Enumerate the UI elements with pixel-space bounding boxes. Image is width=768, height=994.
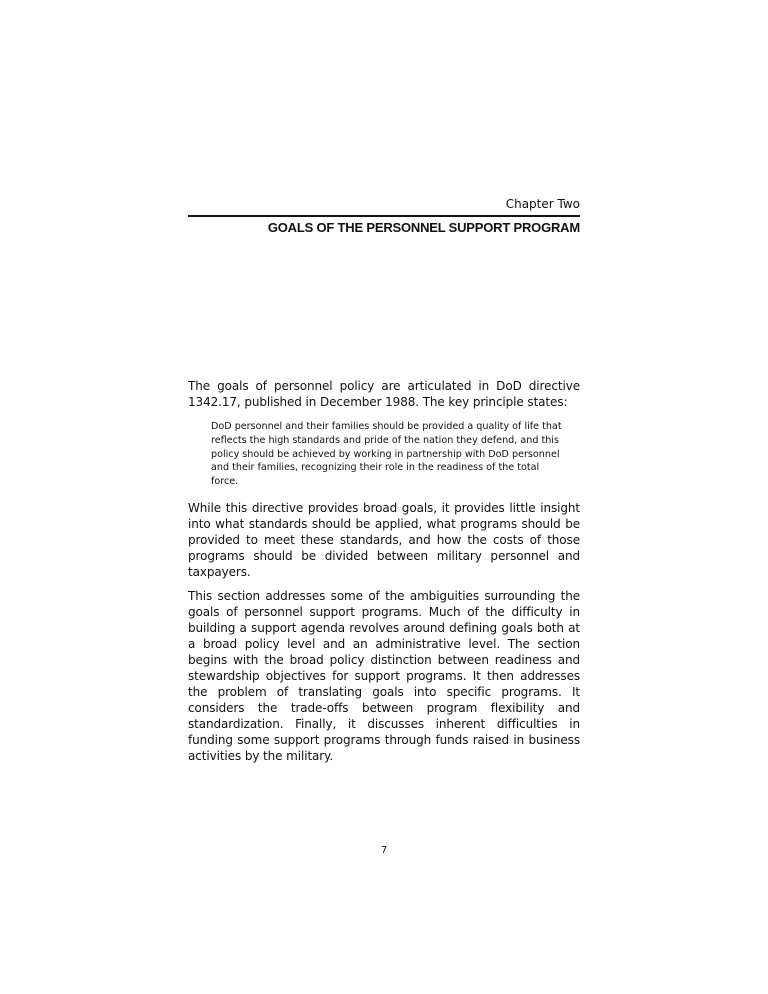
body-text	[188, 378, 580, 772]
chapter-header	[188, 197, 580, 235]
paragraph-2: While this directive provides broad goals, it provides little insight into what standards should be applied, what programs should be provided to meet these standards, and how the costs of those programs should be divided between military personnel and taxpayers.	[188, 500, 580, 579]
intro-paragraph: The goals of personnel policy are articulated in DoD directive 1342.17, published in December 1988. The key principle states:	[188, 379, 580, 409]
chapter-label: Chapter Two	[505, 197, 580, 211]
header-rule	[188, 215, 580, 217]
directive-quote: DoD personnel and their families should be provided a quality of life that reflects the high standards and pride of the nation they defend, and this policy should be achieved by working in partnership with DoD personnel and their families, recognizing their role in the readiness of the total force.	[211, 421, 562, 488]
paragraph-3: This section addresses some of the ambiguities surrounding the goals of personnel support programs. Much of the difficulty in building a support agenda revolves around defining goals both at a broad policy level and an administrative level. The section begins with the broad policy distinction between readiness and stewardship objectives for support programs. It then addresses the problem of translating goals into specific programs. It considers the trade-offs between program flexibility and standardization. Finally, it discusses inherent difficulties in funding some support programs through funds raised in business activities by the military.	[188, 588, 580, 763]
page-number: 7	[380, 845, 388, 856]
chapter-title: GOALS OF THE PERSONNEL SUPPORT PROGRAM	[267, 220, 580, 235]
